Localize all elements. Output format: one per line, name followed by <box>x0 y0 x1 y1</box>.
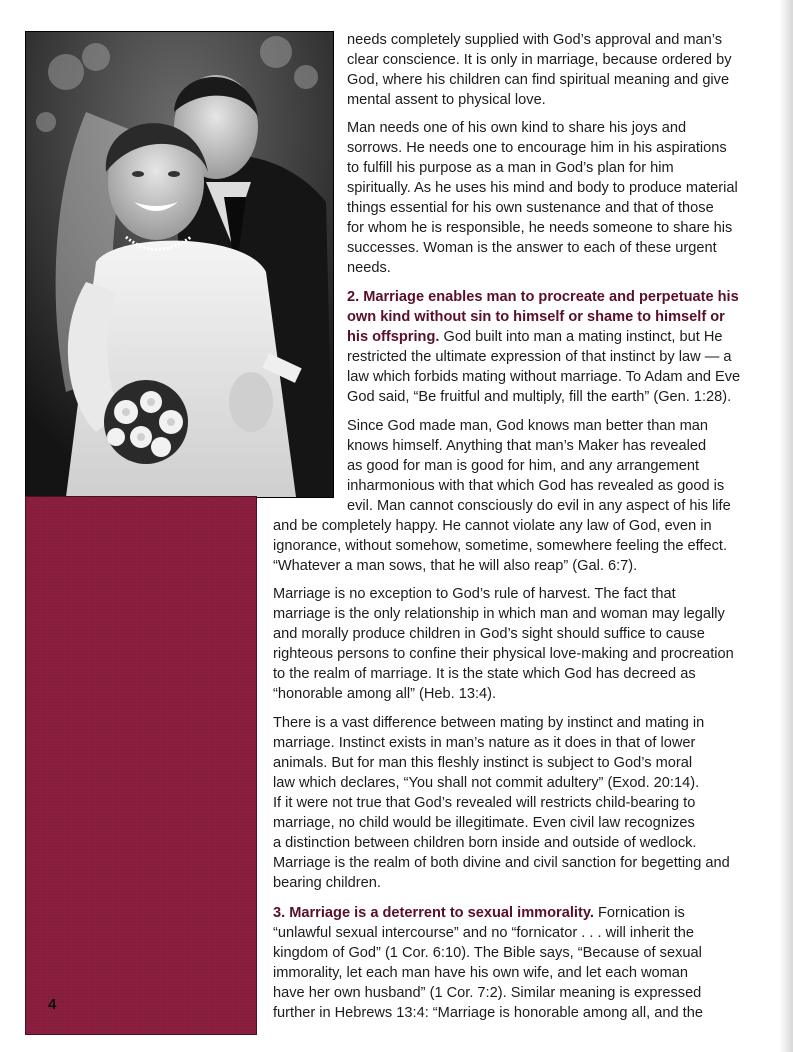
text-line: mental assent to physical love. <box>347 92 546 108</box>
section-3-paragraph <box>273 903 703 1023</box>
text-run: God built into man a mating instinct, but He <box>439 329 723 345</box>
text-line: “unlawful sexual intercourse” and no “fornicator . . . will inherit the <box>273 925 694 941</box>
wedding-photo <box>25 31 334 498</box>
text-line: kingdom of God” (1 Cor. 6:10). The Bible says, “Because of sexual <box>273 945 702 961</box>
text-line: evil. Man cannot consciously do evil in any aspect of his life <box>347 498 731 514</box>
section-heading: 3. Marriage is a deterrent to sexual immorality. <box>273 905 594 921</box>
section-heading: his offspring. <box>347 329 440 345</box>
text-line: If it were not true that God’s revealed will restricts child-bearing to <box>273 795 696 811</box>
text-line: “Whatever a man sows, that he will also reap” (Gal. 6:7). <box>273 558 638 574</box>
text-line: marriage is the only relationship in which man and woman may legally <box>273 606 725 622</box>
text-line: Since God made man, God knows man better than man <box>347 418 708 434</box>
text-line: law which forbids mating without marriage. To Adam and Eve <box>347 369 741 385</box>
paragraph-6 <box>273 713 730 893</box>
section-heading: 2. Marriage enables man to procreate and perpetuate his <box>347 289 739 305</box>
text-line: ignorance, without somehow, sometime, somewhere feeling the effect. <box>273 538 728 554</box>
paragraph-4-continued <box>273 516 727 576</box>
text-line: and be completely happy. He cannot violate any law of God, even in <box>273 518 712 534</box>
page-edge-shadow <box>779 0 793 1052</box>
text-line: needs completely supplied with God’s approval and man’s <box>347 32 723 48</box>
section-2-paragraph <box>347 287 740 407</box>
text-line: successes. Woman is the answer to each of these urgent <box>347 240 717 256</box>
text-line: knows himself. Anything that man’s Maker has revealed <box>347 438 707 454</box>
text-line: immorality, let each man have his own wife, and let each woman <box>273 965 689 981</box>
text-line: There is a vast difference between mating by instinct and mating in <box>273 715 705 731</box>
paragraph-2 <box>347 118 738 278</box>
text-line: to the realm of marriage. It is the state which God has decreed as <box>273 666 696 682</box>
text-line: as good for man is good for him, and any arrangement <box>347 458 700 474</box>
text-line: animals. But for man this fleshly instinct is subject to God’s moral <box>273 755 693 771</box>
text-line: inharmonious with that which God has revealed as good is <box>347 478 725 494</box>
text-line: needs. <box>347 260 391 276</box>
paragraph-5 <box>273 584 734 704</box>
text-line: marriage, no child would be illegitimate. Even civil law recognizes <box>273 815 695 831</box>
text-line: Man needs one of his own kind to share his joys and <box>347 120 687 136</box>
text-line: God said, “Be fruitful and multiply, fill the earth” (Gen. 1:28). <box>347 389 732 405</box>
text-line: restricted the ultimate expression of that instinct by law — a <box>347 349 732 365</box>
page-number: 4 <box>48 996 57 1013</box>
text-line: to fulfill his purpose as a man in God’s plan for him <box>347 160 674 176</box>
text-line: marriage. Instinct exists in man’s nature as it does in that of lower <box>273 735 696 751</box>
paragraph-4 <box>347 416 731 516</box>
text-line: righteous persons to confine their physical love-making and procreation <box>273 646 734 662</box>
text-run: Fornication is <box>593 905 685 921</box>
text-line: law which declares, “You shall not commit adultery” (Exod. 20:14). <box>273 775 700 791</box>
text-line: have her own husband” (1 Cor. 7:2). Similar meaning is expressed <box>273 985 702 1001</box>
decorative-sidebar-panel <box>25 496 257 1035</box>
text-line: sorrows. He needs one to encourage him in his aspirations <box>347 140 727 156</box>
text-line: things essential for his own sustenance and that of those <box>347 200 714 216</box>
text-line: Marriage is the realm of both divine and civil sanction for begetting and <box>273 855 730 871</box>
text-line: for whom he is responsible, he needs someone to share his <box>347 220 733 236</box>
text-line: spiritually. As he uses his mind and body to produce material <box>347 180 738 196</box>
section-heading: own kind without sin to himself or shame to himself or <box>347 309 725 325</box>
text-line: “honorable among all” (Heb. 13:4). <box>273 686 497 702</box>
text-line: further in Hebrews 13:4: “Marriage is honorable among all, and the <box>273 1005 703 1021</box>
text-line: Marriage is no exception to God’s rule of harvest. The fact that <box>273 586 676 602</box>
paragraph-1 <box>347 30 732 110</box>
text-line: a distinction between children born inside and outside of wedlock. <box>273 835 697 851</box>
text-line: and morally produce children in God’s sight should suffice to cause <box>273 626 705 642</box>
text-line: God, where his children can find spiritual meaning and give <box>347 72 730 88</box>
text-line: bearing children. <box>273 875 381 891</box>
text-line: clear conscience. It is only in marriage, because ordered by <box>347 52 732 68</box>
